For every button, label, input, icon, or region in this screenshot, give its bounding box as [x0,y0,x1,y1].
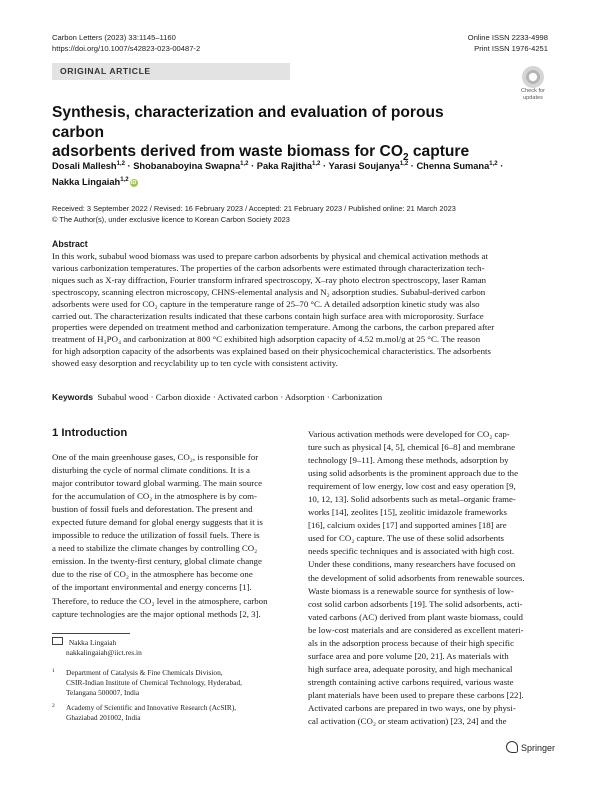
correspondence [52,637,292,658]
affiliation-1: 1 Department of Catalysis & Fine Chemicals Division, CSIR-Indian Institute of Chemical Technology, Hyderabad, Telangana 500007, India [52,668,242,697]
author-name: Nakka Lingaiah [52,177,121,188]
keywords-list: Subabul wood · Carbon dioxide · Activated carbon · Adsorption · Carbonization [97,392,383,402]
print-issn: Print ISSN 1976-4251 [474,44,548,53]
author-name: Paka Rajitha [256,161,313,172]
copyright-notice: © The Author(s), under exclusive licence to Korean Carbon Society 2023 [52,215,290,224]
corresponding-author: Nakka Lingaiah [68,638,117,647]
paper-title: Synthesis, characterization and evaluation of porous carbon adsorbents derived from waste biomass for $CO_2$ capture [52,104,470,164]
affiliation-2: 2 Academy of Scientific and Innovative Research (AcSIR), Ghaziabad 201002, India [52,703,237,722]
publication-dates: Received: 3 September 2022 / Revised: 16 February 2023 / Accepted: 21 February 2023 / Published online: 21 March 2023 © The Author(s), under exclusive licence to Korean Carbon Society 2023 [52,203,552,225]
article-type-banner [52,63,290,80]
author-list: Dosali Mallesh$^{1,2}$ · Shobanaboyina Swapna$^{1,2}$ · Paka Rajitha$^{1,2}$ · Yarasi Soujanya$^{1,2}$ · Chenna Sumana$^{1,2}$ · Nakka Lingaiah$^{1,2}$iD [52,161,504,188]
author-name: Shobanaboyina Swapna [133,161,241,172]
keywords-label: Keywords [52,392,94,402]
section-heading: 1 Introduction [52,427,128,439]
author-name: Dosali Mallesh [52,161,117,172]
springer-horse-icon [506,741,518,753]
envelope-icon [52,637,63,645]
author-name: Yarasi Soujanya [328,161,400,172]
journal-citation [52,32,200,54]
journal-volume: Carbon Letters (2023) 33:1145–1160 [52,33,176,42]
right-column-text: Various activation methods were developed for CO₂ cap- ture such as physical [4, 5], chemical [6–8] and membrane technology [9–11]. Among these methods, adsorption by using solid adsorbents is the prominent approach due to the requirement of low energy, low cost and easy operation [9, 10, 12, 13]. Solid adsorbents such as metal–organic frame- works [14], zeolites [15], zeolitic imidazole frameworks [16], calcium oxides [17] and supported amines [18] are used for CO₂ capture. The use of these solid adsorbents needs specific techniques and is associated with high cost. Under these conditions, many researchers have focused on the development of solid adsorbents from renewable sources. Waste biomass is a renewable source for synthesis of low- cost solid carbon adsorbents [19]. The solid adsorbents, acti- vated carbons (AC) derived from plant waste biomass, could be low-cost materials and are considered as excellent materi- als in the adsorption process because of their high specific surface area and pore volume [20, 21]. As materials with high surface area, adequate porosity, and high mechanical strength containing active carbons required, various waste plant materials have been used to prepare these carbons [22]. Activated carbons are prepared in two ways, one by physi- cal activation (CO₂ or steam activation) [23, 24] and the [308,429,525,727]
check-for-updates-badge[interactable]: Check for updates [517,66,549,104]
publisher-logo [506,741,555,753]
abstract-body: In this work, subabul wood biomass was used to prepare carbon adsorbents by physical and chemical activation methods at various carbonization temperatures. The properties of the carbon adsorbents were estimated through characterization tech- niques such as X-ray diffraction, Fourier transform infrared spectroscopy, X–ray photo electron spectroscopy, laser Raman spectroscopy, scanning electron microscopy, CHNS-elemental analysis and N₂ adsorption studies. Subabul-derived carbon adsorbents were used for CO₂ capture in the temperature range of 25–70 °C. A detailed adsorption kinetic study was also carried out. The characterization results indicated that these carbons contain high surface area with microporosity. Surface properties were depended on treatment method and carbonization temperature. Among the carbons, the carbon prepared after treatment of H₃PO₄ and carbonization at 800 °C exhibited high adsorption capacity of 4.52 m.mol/g at 25 °C. The reason for high adsorption capacity of the adsorbents was explained based on their physicochemical characteristics. The adsorbents showed easy desorption and recyclability up to ten cycle with consistent activity. [52,251,495,369]
author-name: Chenna Sumana [416,161,490,172]
orcid-icon[interactable]: iD [130,180,137,187]
article-type-label: ORIGINAL ARTICLE [60,66,151,76]
publisher-name: Springer [521,743,556,753]
doi-link[interactable]: https://doi.org/10.1007/s42823-023-00487-2 [52,44,201,53]
corresponding-email[interactable]: nakkalingaiah@iict.res.in [66,648,142,657]
abstract-heading: Abstract [52,239,88,249]
left-column-text: One of the main greenhouse gases, CO₂, is responsible for disturbing the cycle of normal climate conditions. It is a major contributor toward global warming. The main source for the accumulation of CO₂ in the atmosphere is by com- bustion of fossil fuels and deforestation. The present and expected future demand for global energy suggests that it is impossible to reduce the utilization of fossil fuels. There is a need to stabilize the climate changes by controlling CO₂ emission. In the twenty-first century, global climate change due to the rise of CO₂ in the atmosphere has become one of the important environmental and energy concerns [1]. Therefore, to reduce the CO₂ level in the atmosphere, carbon capture technologies are the major optional methods [2, 3]. [52,452,268,619]
footnote-divider [52,633,130,634]
keywords [52,391,549,403]
crossmark-icon [522,66,544,88]
issn-block [468,32,548,54]
online-issn: Online ISSN 2233-4998 [467,33,548,42]
